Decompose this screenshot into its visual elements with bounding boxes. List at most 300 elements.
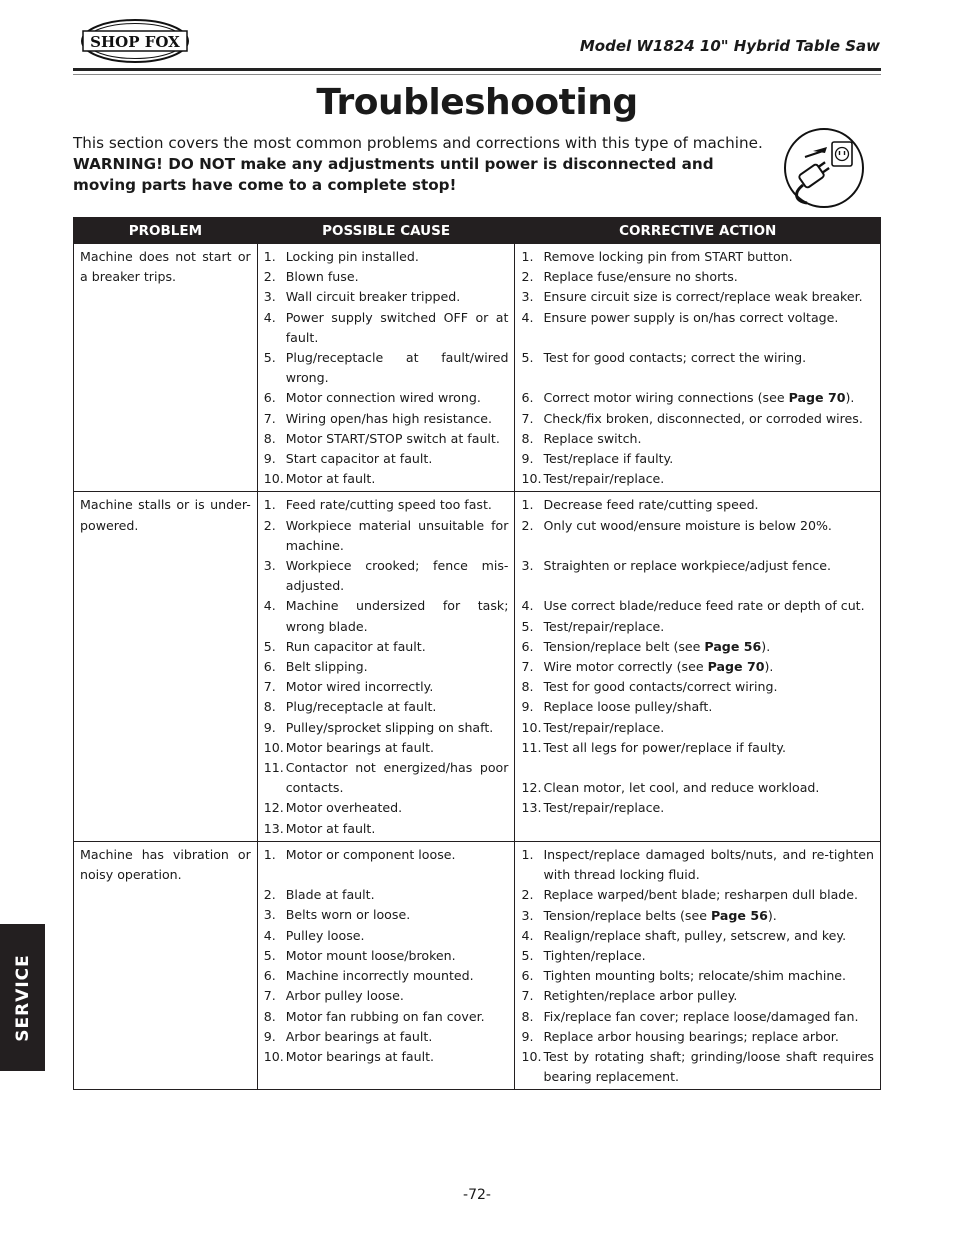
item-text <box>286 308 509 348</box>
item-number: 5. <box>263 638 276 654</box>
item-number: 10. <box>263 471 284 487</box>
action-item <box>521 247 874 267</box>
item-text-main: Motor connection wired wrong. <box>285 390 481 406</box>
table-header-row <box>74 218 881 244</box>
item-number: 7. <box>263 988 276 1004</box>
item-text <box>543 556 874 596</box>
action-item <box>521 495 874 515</box>
item-text <box>286 986 509 1006</box>
item-text <box>543 885 874 905</box>
item-number: 10. <box>521 719 542 735</box>
action-item <box>521 308 874 348</box>
item-number: 1. <box>263 249 276 264</box>
item-text <box>286 738 509 758</box>
cause-item <box>264 718 509 738</box>
item-text-main: Blown fuse. <box>285 269 359 285</box>
item-text-main: Use correct blade/reduce feed rate or depth of cut. <box>543 598 865 614</box>
item-text-main: Replace switch. <box>543 430 642 446</box>
cause-item <box>264 798 509 818</box>
item-text <box>543 388 874 408</box>
item-number: 9. <box>263 1028 276 1044</box>
item-text-main: Motor bearings at fault. <box>285 739 435 755</box>
item-text-main: Power supply switched OFF or at fault. <box>285 309 509 345</box>
unplug-warning-icon <box>783 127 865 209</box>
item-text-main: Belt slipping. <box>285 659 368 675</box>
cause-item <box>264 287 509 307</box>
action-item <box>521 449 874 469</box>
page-reference: Page 70 <box>788 390 846 406</box>
item-text-main: Wall circuit breaker tripped. <box>285 289 461 305</box>
action-item <box>521 986 874 1006</box>
item-number: 13. <box>263 820 284 836</box>
cause-item <box>264 758 509 798</box>
item-number: 5. <box>521 947 534 963</box>
cause-item <box>264 449 509 469</box>
item-number: 4. <box>263 598 276 614</box>
item-text-main: Workpiece material unsuitable for machine. <box>285 517 509 553</box>
item-text <box>543 1047 874 1087</box>
item-number: 6. <box>263 659 276 675</box>
header-rule <box>73 68 881 71</box>
item-text <box>543 677 874 697</box>
intro-paragraph <box>73 133 763 196</box>
item-text <box>543 718 874 738</box>
item-number: 4. <box>521 927 534 943</box>
item-number: 1. <box>521 249 534 264</box>
item-number: 10. <box>263 1048 284 1064</box>
item-text <box>543 657 874 677</box>
cause-item <box>264 697 509 717</box>
item-text-main: Test for good contacts; correct the wiring. <box>543 350 807 365</box>
item-text-after: ). <box>764 659 774 675</box>
item-text-main: Tighten/replace. <box>543 947 646 963</box>
item-text <box>286 287 509 307</box>
action-list <box>521 495 874 818</box>
item-text-main: Motor overheated. <box>285 800 403 816</box>
item-number: 2. <box>521 269 534 285</box>
item-text <box>286 516 509 556</box>
item-text <box>286 1007 509 1027</box>
action-item <box>521 516 874 556</box>
item-number: 5. <box>263 947 276 963</box>
page-title: Troubleshooting <box>316 82 638 123</box>
item-number: 9. <box>521 451 534 466</box>
item-number: 6. <box>521 638 534 654</box>
troubleshooting-table <box>73 217 881 1090</box>
item-number: 6. <box>263 390 276 406</box>
cause-item <box>264 926 509 946</box>
action-item <box>521 926 874 946</box>
action-item <box>521 657 874 677</box>
item-text <box>286 469 509 489</box>
item-text-main: Test for good contacts/correct wiring. <box>543 679 778 695</box>
item-number: 9. <box>263 451 276 467</box>
cause-item <box>264 267 509 287</box>
problem-cell: Machine does not start or a breaker trips. <box>74 244 258 492</box>
item-text-main: Test/repair/replace. <box>543 471 665 487</box>
intro-warning: WARNING! DO NOT make any adjustments until power is disconnected and moving parts have come to a complete stop! <box>73 155 714 194</box>
item-number: 9. <box>521 1028 534 1044</box>
action-cell <box>515 244 881 492</box>
item-text-main: Motor bearings at fault. <box>285 1048 435 1064</box>
action-item <box>521 1007 874 1027</box>
item-text <box>286 1047 509 1067</box>
item-text-main: Wiring open/has high resistance. <box>285 410 493 426</box>
action-item <box>521 946 874 966</box>
item-text <box>286 819 509 839</box>
item-number: 9. <box>263 719 276 735</box>
item-number: 8. <box>521 1008 534 1024</box>
item-text-after: ). <box>761 638 771 654</box>
cause-list <box>264 845 509 1067</box>
action-item <box>521 677 874 697</box>
action-item <box>521 738 874 778</box>
item-text-main: Machine incorrectly mounted. <box>285 968 474 984</box>
item-text-main: Run capacitor at fault. <box>285 638 426 654</box>
problem-cell: Machine stalls or is under-powered. <box>74 492 258 841</box>
item-text-main: Test/repair/replace. <box>543 719 665 735</box>
item-text-main: Plug/receptacle at fault/wired wrong. <box>285 350 509 386</box>
cause-item <box>264 845 509 885</box>
action-item <box>521 469 874 489</box>
item-number: 11. <box>263 760 284 776</box>
item-number: 9. <box>521 699 534 715</box>
item-text-main: Inspect/replace damaged bolts/nuts, and re-tighten with thread locking fluid. <box>543 846 874 883</box>
cause-item <box>264 556 509 596</box>
item-text <box>543 778 874 798</box>
action-item <box>521 267 874 287</box>
action-item <box>521 617 874 637</box>
item-text <box>543 697 874 717</box>
item-text <box>286 596 509 636</box>
item-number: 2. <box>521 517 534 533</box>
item-text-main: Pulley/sprocket slipping on shaft. <box>285 719 494 735</box>
action-item <box>521 1047 874 1087</box>
item-text-main: Motor wired incorrectly. <box>285 679 434 695</box>
cause-item <box>264 885 509 905</box>
item-number: 13. <box>521 800 542 816</box>
item-text <box>286 926 509 946</box>
cause-item <box>264 946 509 966</box>
cause-item <box>264 348 509 388</box>
item-number: 3. <box>263 289 276 305</box>
item-text-main: Motor or component loose. <box>285 846 456 862</box>
item-text <box>286 556 509 596</box>
action-cell <box>515 841 881 1089</box>
cause-item <box>264 637 509 657</box>
item-text-main: Wire motor correctly (see <box>543 659 708 675</box>
cause-item <box>264 1007 509 1027</box>
item-text <box>543 469 874 489</box>
item-number: 8. <box>263 699 276 715</box>
cause-cell <box>257 841 515 1089</box>
item-number: 3. <box>521 289 534 305</box>
item-text-main: Motor fan rubbing on fan cover. <box>285 1008 485 1024</box>
action-item <box>521 556 874 596</box>
action-item <box>521 348 874 388</box>
item-number: 8. <box>521 430 534 446</box>
item-text-main: Realign/replace shaft, pulley, setscrew, and key. <box>543 927 847 943</box>
action-item <box>521 429 874 449</box>
item-number: 10. <box>521 471 542 487</box>
action-item <box>521 409 874 429</box>
header-rule-thin <box>73 74 881 75</box>
cause-item <box>264 905 509 925</box>
cause-cell <box>257 244 515 492</box>
item-text <box>543 845 874 885</box>
item-number: 4. <box>263 927 276 943</box>
action-cell <box>515 492 881 841</box>
item-text <box>543 906 874 926</box>
header-possible-cause: POSSIBLE CAUSE <box>257 218 515 244</box>
item-text-main: Blade at fault. <box>285 887 375 903</box>
action-item <box>521 388 874 408</box>
item-text-main: Pulley loose. <box>285 927 365 943</box>
item-number: 2. <box>263 887 276 903</box>
item-text-main: Replace loose pulley/shaft. <box>543 699 713 715</box>
item-text <box>543 287 874 307</box>
item-text-main: Belts worn or loose. <box>285 907 411 923</box>
cause-list <box>264 247 509 489</box>
item-number: 6. <box>263 968 276 984</box>
page-number: -72- <box>463 1187 491 1203</box>
item-text <box>543 429 874 449</box>
item-text-after: ). <box>845 390 855 406</box>
item-text <box>543 986 874 1006</box>
item-text <box>543 247 874 267</box>
cause-item <box>264 966 509 986</box>
item-number: 3. <box>263 907 276 923</box>
cause-item <box>264 738 509 758</box>
cause-item <box>264 308 509 348</box>
item-number: 2. <box>521 887 534 903</box>
cause-item <box>264 495 509 515</box>
item-text-main: Replace arbor housing bearings; replace arbor. <box>543 1028 839 1044</box>
item-number: 10. <box>521 1048 542 1064</box>
item-number: 8. <box>263 1008 276 1024</box>
cause-item <box>264 1027 509 1047</box>
item-text-main: Tighten mounting bolts; relocate/shim machine. <box>543 968 847 984</box>
action-item <box>521 845 874 885</box>
item-text <box>286 247 509 267</box>
item-number: 3. <box>521 907 534 923</box>
item-text <box>286 697 509 717</box>
item-text-main: Replace warped/bent blade; resharpen dull blade. <box>543 887 859 903</box>
action-item <box>521 966 874 986</box>
item-number: 10. <box>263 739 284 755</box>
item-number: 1. <box>521 497 534 513</box>
item-text <box>286 409 509 429</box>
item-text-main: Straighten or replace workpiece/adjust fence. <box>543 558 832 574</box>
item-text <box>286 905 509 925</box>
item-text-main: Replace fuse/ensure no shorts. <box>543 269 738 285</box>
section-tab-service: SERVICE <box>0 924 45 1071</box>
item-text <box>543 267 874 287</box>
cause-cell <box>257 492 515 841</box>
item-text <box>543 348 874 388</box>
item-number: 12. <box>521 780 542 796</box>
table-row <box>74 492 881 841</box>
item-text-after: ). <box>767 907 777 923</box>
item-text <box>543 637 874 657</box>
item-text-main: Test/repair/replace. <box>543 800 665 816</box>
action-item <box>521 885 874 905</box>
item-number: 6. <box>521 390 534 406</box>
cause-item <box>264 429 509 449</box>
item-number: 5. <box>521 350 534 365</box>
header-problem: PROBLEM <box>74 218 258 244</box>
item-number: 8. <box>521 679 534 695</box>
action-item <box>521 697 874 717</box>
action-list <box>521 845 874 1087</box>
item-number: 7. <box>263 410 276 426</box>
item-text <box>543 596 874 616</box>
header-corrective-action: CORRECTIVE ACTION <box>515 218 881 244</box>
item-text <box>286 348 509 388</box>
item-text-main: Retighten/replace arbor pulley. <box>543 988 738 1004</box>
cause-list <box>264 495 509 838</box>
cause-item <box>264 516 509 556</box>
action-item <box>521 1027 874 1047</box>
action-item <box>521 778 874 798</box>
item-text-main: Plug/receptacle at fault. <box>285 699 437 715</box>
action-item <box>521 798 874 818</box>
item-number: 5. <box>263 350 276 366</box>
item-text-main: Decrease feed rate/cutting speed. <box>543 497 759 513</box>
item-number: 3. <box>263 558 276 574</box>
item-text-main: Check/fix broken, disconnected, or corroded wires. <box>543 410 863 426</box>
item-text-main: Test all legs for power/replace if faulty. <box>543 739 786 755</box>
item-text <box>543 495 874 515</box>
item-text <box>286 657 509 677</box>
item-text <box>286 718 509 738</box>
action-item <box>521 906 874 926</box>
svg-text:SHOP FOX: SHOP FOX <box>90 33 180 51</box>
item-text <box>543 1007 874 1027</box>
item-number: 7. <box>521 988 534 1004</box>
item-number: 7. <box>521 410 534 426</box>
item-text-main: Motor at fault. <box>285 820 376 836</box>
item-text <box>286 1027 509 1047</box>
item-text-main: Workpiece crooked; fence mis-adjusted. <box>285 558 509 594</box>
item-text <box>543 798 874 818</box>
item-text <box>543 409 874 429</box>
item-text-main: Only cut wood/ensure moisture is below 20%. <box>543 517 832 533</box>
item-number: 1. <box>263 497 276 513</box>
item-number: 3. <box>521 558 534 574</box>
table-row <box>74 244 881 492</box>
cause-item <box>264 1047 509 1067</box>
item-text <box>286 637 509 657</box>
item-text-main: Clean motor, let cool, and reduce workload. <box>543 780 820 796</box>
item-text <box>543 516 874 556</box>
action-item <box>521 287 874 307</box>
item-number: 7. <box>521 659 534 675</box>
item-text <box>543 946 874 966</box>
item-number: 7. <box>263 679 276 695</box>
item-text-main: Ensure power supply is on/has correct voltage. <box>543 309 839 325</box>
item-text <box>543 308 874 348</box>
item-text-main: Test/repair/replace. <box>543 618 665 634</box>
model-title: Model W1824 10" Hybrid Table Saw <box>579 37 880 55</box>
item-number: 1. <box>263 846 276 862</box>
item-number: 1. <box>521 846 534 862</box>
item-text <box>543 449 874 469</box>
item-text-main: Fix/replace fan cover; replace loose/damaged fan. <box>543 1008 859 1024</box>
item-text-main: Motor at fault. <box>285 471 376 487</box>
item-text-main: Arbor bearings at fault. <box>285 1028 433 1044</box>
page-reference: Page 56 <box>704 638 762 654</box>
item-number: 4. <box>521 598 534 614</box>
cause-item <box>264 388 509 408</box>
item-text-main: Locking pin installed. <box>285 249 419 264</box>
item-text <box>286 758 509 798</box>
action-list <box>521 247 874 489</box>
page-reference: Page 70 <box>707 659 765 675</box>
item-text <box>543 926 874 946</box>
item-text <box>543 617 874 637</box>
item-text <box>286 677 509 697</box>
item-text <box>286 388 509 408</box>
item-number: 5. <box>521 618 534 634</box>
item-text-main: Test/replace if faulty. <box>543 451 674 466</box>
cause-item <box>264 247 509 267</box>
item-text <box>286 495 509 515</box>
table-row <box>74 841 881 1089</box>
item-number: 4. <box>521 309 534 325</box>
item-text-main: Remove locking pin from START button. <box>543 249 793 264</box>
item-text-main: Motor mount loose/broken. <box>285 947 456 963</box>
item-number: 12. <box>263 800 284 816</box>
item-number: 2. <box>263 269 276 285</box>
item-text <box>286 946 509 966</box>
item-text-main: Feed rate/cutting speed too fast. <box>285 497 492 513</box>
item-text-main: Motor START/STOP switch at fault. <box>285 430 500 446</box>
cause-item <box>264 819 509 839</box>
intro-text: This section covers the most common problems and corrections with this type of machine. <box>73 134 763 152</box>
item-number: 6. <box>521 968 534 984</box>
item-number: 2. <box>263 517 276 533</box>
item-text-main: Correct motor wiring connections (see <box>543 390 789 406</box>
item-text <box>543 738 874 778</box>
shop-fox-logo <box>80 18 190 64</box>
item-text <box>286 267 509 287</box>
action-item <box>521 637 874 657</box>
item-text <box>286 845 509 885</box>
item-text <box>286 798 509 818</box>
item-text-main: Start capacitor at fault. <box>285 451 433 467</box>
item-text-main: Tension/replace belts (see <box>543 907 711 923</box>
item-text <box>286 966 509 986</box>
page-reference: Page 56 <box>710 907 768 923</box>
item-number: 4. <box>263 309 276 325</box>
item-text-main: Arbor pulley loose. <box>285 988 404 1004</box>
item-text <box>543 966 874 986</box>
cause-item <box>264 409 509 429</box>
cause-item <box>264 657 509 677</box>
cause-item <box>264 596 509 636</box>
item-text <box>543 1027 874 1047</box>
cause-item <box>264 986 509 1006</box>
item-text <box>286 885 509 905</box>
cause-item <box>264 677 509 697</box>
item-text-main: Test by rotating shaft; grinding/loose shaft requires bearing replacement. <box>543 1048 874 1085</box>
item-number: 11. <box>521 739 542 755</box>
item-text-main: Tension/replace belt (see <box>543 638 705 654</box>
item-number: 8. <box>263 430 276 446</box>
action-item <box>521 718 874 738</box>
problem-cell: Machine has vibration or noisy operation. <box>74 841 258 1089</box>
